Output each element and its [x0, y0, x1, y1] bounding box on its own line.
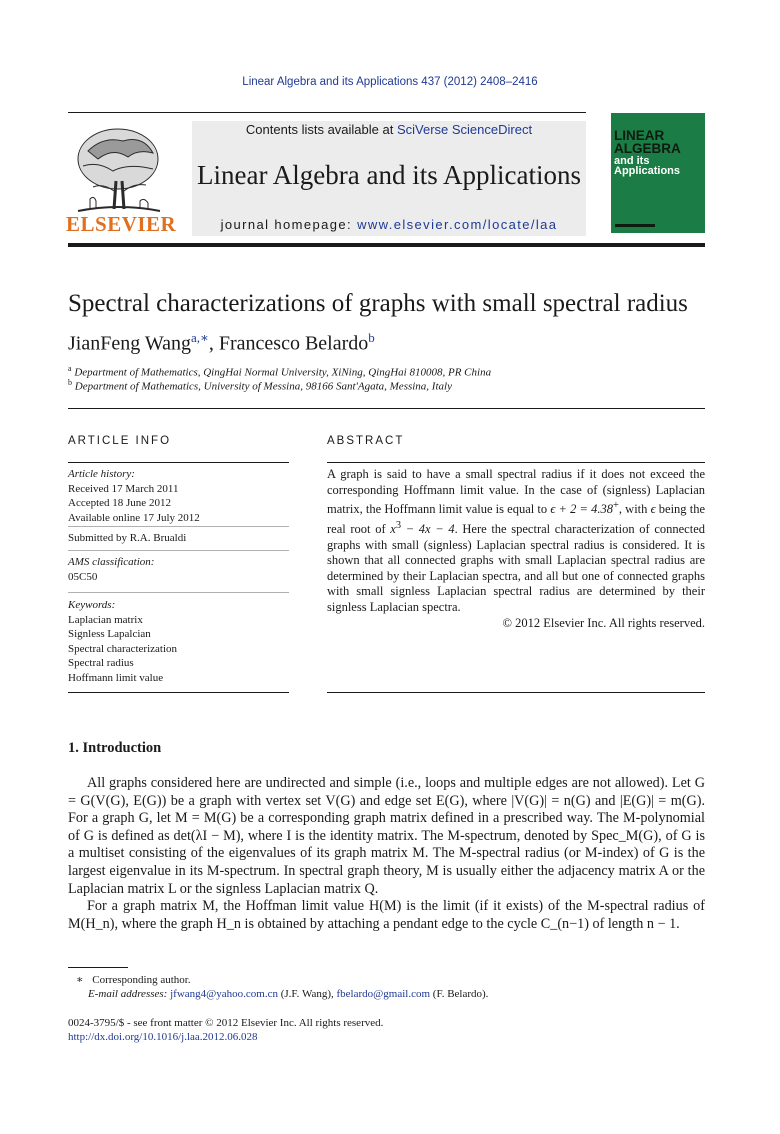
email-link-belardo[interactable]: fbelardo@gmail.com: [336, 988, 431, 1000]
introduction-paragraph-2: For a graph matrix M, the Hoffman limit value H(M) is the limit (if it exists) of the M-spectral radius of M(H_n), where the graph H_n is obtained by attaching a pendant edge to the cycle C_(n−1) of length n − 1.: [68, 898, 705, 932]
abstract-math-limit: ϵ + 2 = 4.38: [550, 502, 614, 517]
paper-title: Spectral characterizations of graphs with small spectral radius: [68, 290, 688, 317]
author-2-affiliation-mark[interactable]: b: [368, 330, 375, 345]
affiliation-b: [68, 378, 452, 393]
introduction-paragraph-1: All graphs considered here are undirected and simple (i.e., loops and multiple edges are not allowed). Let G = G(V(G), E(G)) be a graph with vertex set V(G) and edge set E(G), where |V(G)| = n(G) and |E(G)| = m(G). For a graph G, let M = M(G) be a corresponding graph matrix defined in a prescribed way. The M-polynomial of G is defined as det(λI − M), where I is the identity matrix. The M-spectrum, denoted by Spec_M(G), of G is a multiset consisting of the eigenvalues of its graph matrix M. The M-spectral radius (or M-index) of G is the largest eigenvalue in its M-spectrum. In spectral graph theory, M is usually either the adjacency matrix A or the Laplacian matrix L or the signless Laplacian matrix Q.: [68, 775, 705, 897]
email-link-wang[interactable]: jfwang4@yahoo.com.cn: [170, 988, 278, 1000]
keywords-block: [68, 598, 289, 685]
abstract-text: [327, 467, 705, 631]
keyword-item: Spectral radius: [68, 657, 134, 669]
doi-link[interactable]: http://dx.doi.org/10.1016/j.laa.2012.06.028: [68, 1031, 258, 1043]
introduction-heading: 1. Introduction: [68, 740, 162, 756]
homepage-prefix: journal homepage:: [220, 217, 358, 232]
keyword-item: Signless Lapalcian: [68, 628, 151, 640]
email-owner-wang: (J.F. Wang),: [277, 988, 337, 1000]
footnote-emails: [88, 988, 488, 1000]
abstract-heading: ABSTRACT: [327, 435, 405, 447]
journal-cover: [611, 113, 705, 233]
cover-line-1: LINEAR: [614, 128, 665, 143]
cover-footer-mark: [615, 224, 655, 227]
abstract-math-epsilon: ϵ: [650, 502, 656, 517]
author-1-affiliation-mark[interactable]: a,∗: [191, 330, 209, 345]
cover-line-2: ALGEBRA: [614, 141, 681, 156]
issn-line: 0024-3795/$ - see front matter © 2012 Elsevier Inc. All rights reserved.: [68, 1017, 384, 1029]
cover-title: [614, 129, 704, 155]
author-list: [68, 330, 375, 356]
abstract-rule-top: [327, 462, 705, 463]
article-info-rule-bottom: [68, 692, 289, 693]
article-info-rule-top: [68, 462, 289, 463]
abstract-text-1: A graph is said to have a small spectral radius if it does not exceed the corresponding Hoffmann limit value. In the case of (signless) Laplacian matrix, the Hoffmann limit value is equal to: [327, 467, 705, 517]
footnote-rule: [68, 967, 128, 968]
email-label: E-mail addresses:: [88, 988, 171, 1000]
ams-classification: [68, 555, 289, 584]
abstract-math-exponent: 3: [395, 519, 402, 531]
author-separator: ,: [208, 332, 219, 355]
footnote-corresponding-text: Corresponding author.: [92, 974, 191, 986]
abstract-rule-bottom: [327, 692, 705, 693]
author-2: Francesco Belardo: [218, 332, 369, 355]
abstract-text-3: being the real root of: [327, 502, 705, 537]
article-info-heading: ARTICLE INFO: [68, 435, 172, 447]
footnote-star: ∗: [76, 974, 84, 986]
abstract-math-x: x: [390, 522, 396, 537]
header-top-rule: [68, 112, 586, 113]
received-date: Received 17 March 2011: [68, 482, 179, 495]
submitted-by: Submitted by R.A. Brualdi: [68, 532, 187, 544]
affiliation-a: [68, 364, 491, 379]
affiliation-b-label: b: [68, 378, 72, 387]
journal-reference[interactable]: Linear Algebra and its Applications 437 (2012) 2408–2416: [242, 76, 538, 88]
keyword-item: Spectral characterization: [68, 642, 178, 655]
abstract-math-limit-sup: +: [613, 500, 619, 512]
cover-line-3: and its: [614, 155, 650, 167]
affiliation-b-text: Department of Mathematics, University of Messina, 98166 Sant'Agata, Messina, Italy: [74, 380, 452, 393]
history-label: Article history:: [68, 468, 135, 480]
abstract-text-4: . Here the spectral characterization of connected graphs with small (signless) Laplacian spectral radius is considered. It is shown that all connected graphs with small Laplacian spectral radius are determined by their Laplacian spectra, and all but one of connected graphs with small signless Laplacian spectral radius are determined by their signless Laplacian spectra.: [327, 522, 705, 615]
cover-line-4: Applications: [614, 165, 681, 177]
header-bottom-rule: [68, 243, 705, 247]
keywords-label: Keywords:: [68, 599, 116, 611]
abstract-math-poly: − 4x − 4: [401, 522, 455, 537]
ams-label: AMS classification:: [68, 556, 155, 568]
journal-homepage: [192, 217, 586, 232]
contents-line: [192, 122, 586, 137]
affiliation-a-text: Department of Mathematics, QingHai Normal University, XiNing, QingHai 810008, PR China: [74, 366, 492, 379]
cover-subtitle: [614, 156, 704, 176]
article-history: [68, 467, 289, 525]
introduction-body: [68, 775, 705, 933]
abstract-copyright: © 2012 Elsevier Inc. All rights reserved.: [502, 615, 705, 630]
contents-prefix: Contents lists available at: [245, 122, 397, 137]
elsevier-wordmark: ELSEVIER: [66, 212, 177, 236]
accepted-date: Accepted 18 June 2012: [68, 497, 171, 509]
affiliation-a-label: a: [68, 364, 72, 373]
sciencedirect-link[interactable]: SciVerse ScienceDirect: [396, 122, 533, 137]
submitted-divider: [68, 550, 289, 551]
ams-divider: [68, 592, 289, 593]
history-divider: [68, 526, 289, 527]
ams-code: 05C50: [68, 570, 98, 583]
keyword-item: Laplacian matrix: [68, 613, 143, 626]
keyword-item: Hoffmann limit value: [68, 671, 164, 684]
author-1: JianFeng Wang: [68, 332, 192, 355]
title-block-rule: [68, 408, 705, 409]
abstract-text-2: , with: [618, 502, 651, 517]
journal-title: Linear Algebra and its Applications: [197, 160, 581, 190]
email-owner-belardo: (F. Belardo).: [430, 988, 489, 1000]
footnote-corresponding: [68, 973, 191, 986]
online-date: Available online 17 July 2012: [68, 511, 200, 524]
homepage-link[interactable]: www.elsevier.com/locate/laa: [357, 217, 558, 232]
